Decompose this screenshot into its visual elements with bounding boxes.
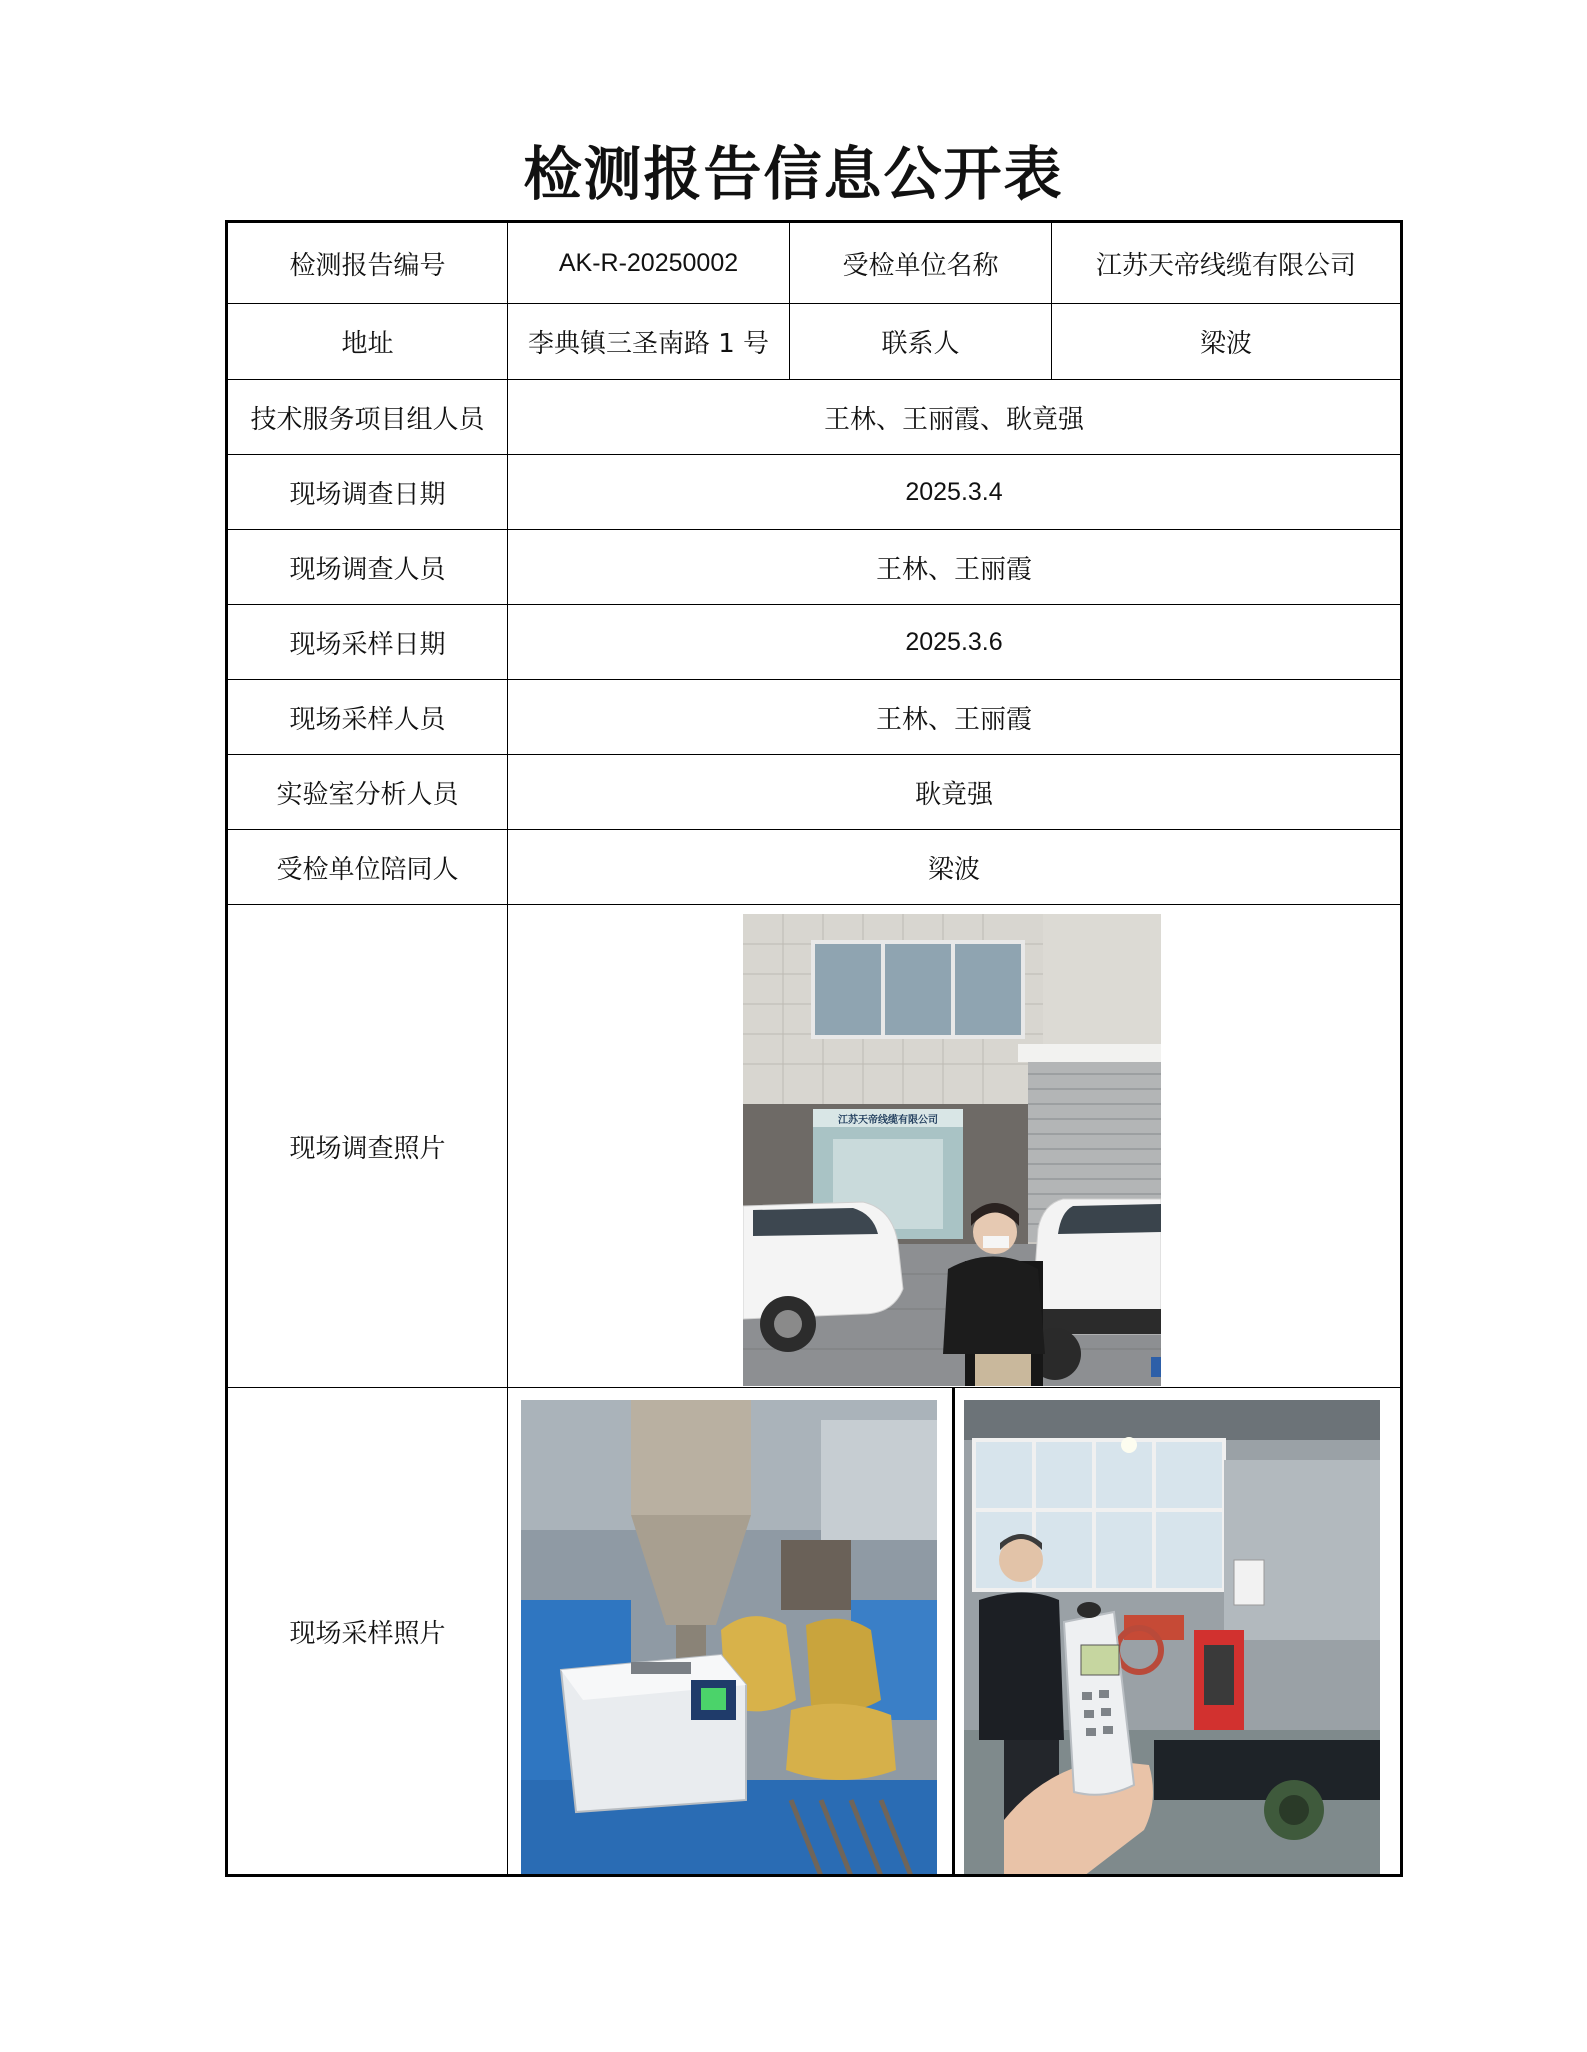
label-report-no: 检测报告编号 <box>227 222 508 304</box>
label-contact: 联系人 <box>790 304 1052 380</box>
row-sampling-photo <box>227 1388 1402 1876</box>
label-project-team: 技术服务项目组人员 <box>227 380 508 455</box>
row-survey-date <box>227 455 1402 530</box>
survey-photo-cell <box>508 905 1402 1388</box>
value-address: 李典镇三圣南路 1 号 <box>508 304 790 380</box>
label-address: 地址 <box>227 304 508 380</box>
label-unit-name: 受检单位名称 <box>790 222 1052 304</box>
value-sampling-staff: 王林、王丽霞 <box>508 680 1402 755</box>
value-contact: 梁波 <box>1052 304 1402 380</box>
report-table <box>225 220 1403 1877</box>
value-project-team: 王林、王丽霞、耿竟强 <box>508 380 1402 455</box>
sampling-photo-left-image <box>521 1400 937 1876</box>
photo-divider <box>952 1388 955 1876</box>
sampling-photo-cell <box>508 1388 1402 1876</box>
sampling-photo-left <box>521 1400 937 1876</box>
value-report-no: AK-R-20250002 <box>508 222 790 304</box>
label-escort: 受检单位陪同人 <box>227 830 508 905</box>
label-survey-date: 现场调查日期 <box>227 455 508 530</box>
survey-photo-image <box>743 914 1161 1386</box>
row-escort <box>227 830 1402 905</box>
page-title: 检测报告信息公开表 <box>523 140 1064 208</box>
label-survey-staff: 现场调查人员 <box>227 530 508 605</box>
sampling-photo-right <box>964 1400 1380 1876</box>
label-sampling-staff: 现场采样人员 <box>227 680 508 755</box>
sign-text: 江苏天帝线缆有限公司 <box>838 1115 938 1126</box>
row-address <box>227 304 1402 380</box>
value-unit-name: 江苏天帝线缆有限公司 <box>1052 222 1402 304</box>
label-sampling-photo: 现场采样照片 <box>227 1388 508 1876</box>
value-lab-staff: 耿竟强 <box>508 755 1402 830</box>
label-lab-staff: 实验室分析人员 <box>227 755 508 830</box>
sampling-photo-right-image <box>964 1400 1380 1876</box>
row-sampling-staff <box>227 680 1402 755</box>
value-escort: 梁波 <box>508 830 1402 905</box>
label-survey-photo: 现场调查照片 <box>227 905 508 1388</box>
row-sampling-date <box>227 605 1402 680</box>
label-sampling-date: 现场采样日期 <box>227 605 508 680</box>
row-project-team <box>227 380 1402 455</box>
row-lab-staff <box>227 755 1402 830</box>
row-survey-photo <box>227 905 1402 1388</box>
row-survey-staff <box>227 530 1402 605</box>
value-sampling-date: 2025.3.6 <box>508 605 1402 680</box>
row-report-no <box>227 222 1402 304</box>
value-survey-staff: 王林、王丽霞 <box>508 530 1402 605</box>
value-survey-date: 2025.3.4 <box>508 455 1402 530</box>
survey-photo <box>743 914 1161 1386</box>
